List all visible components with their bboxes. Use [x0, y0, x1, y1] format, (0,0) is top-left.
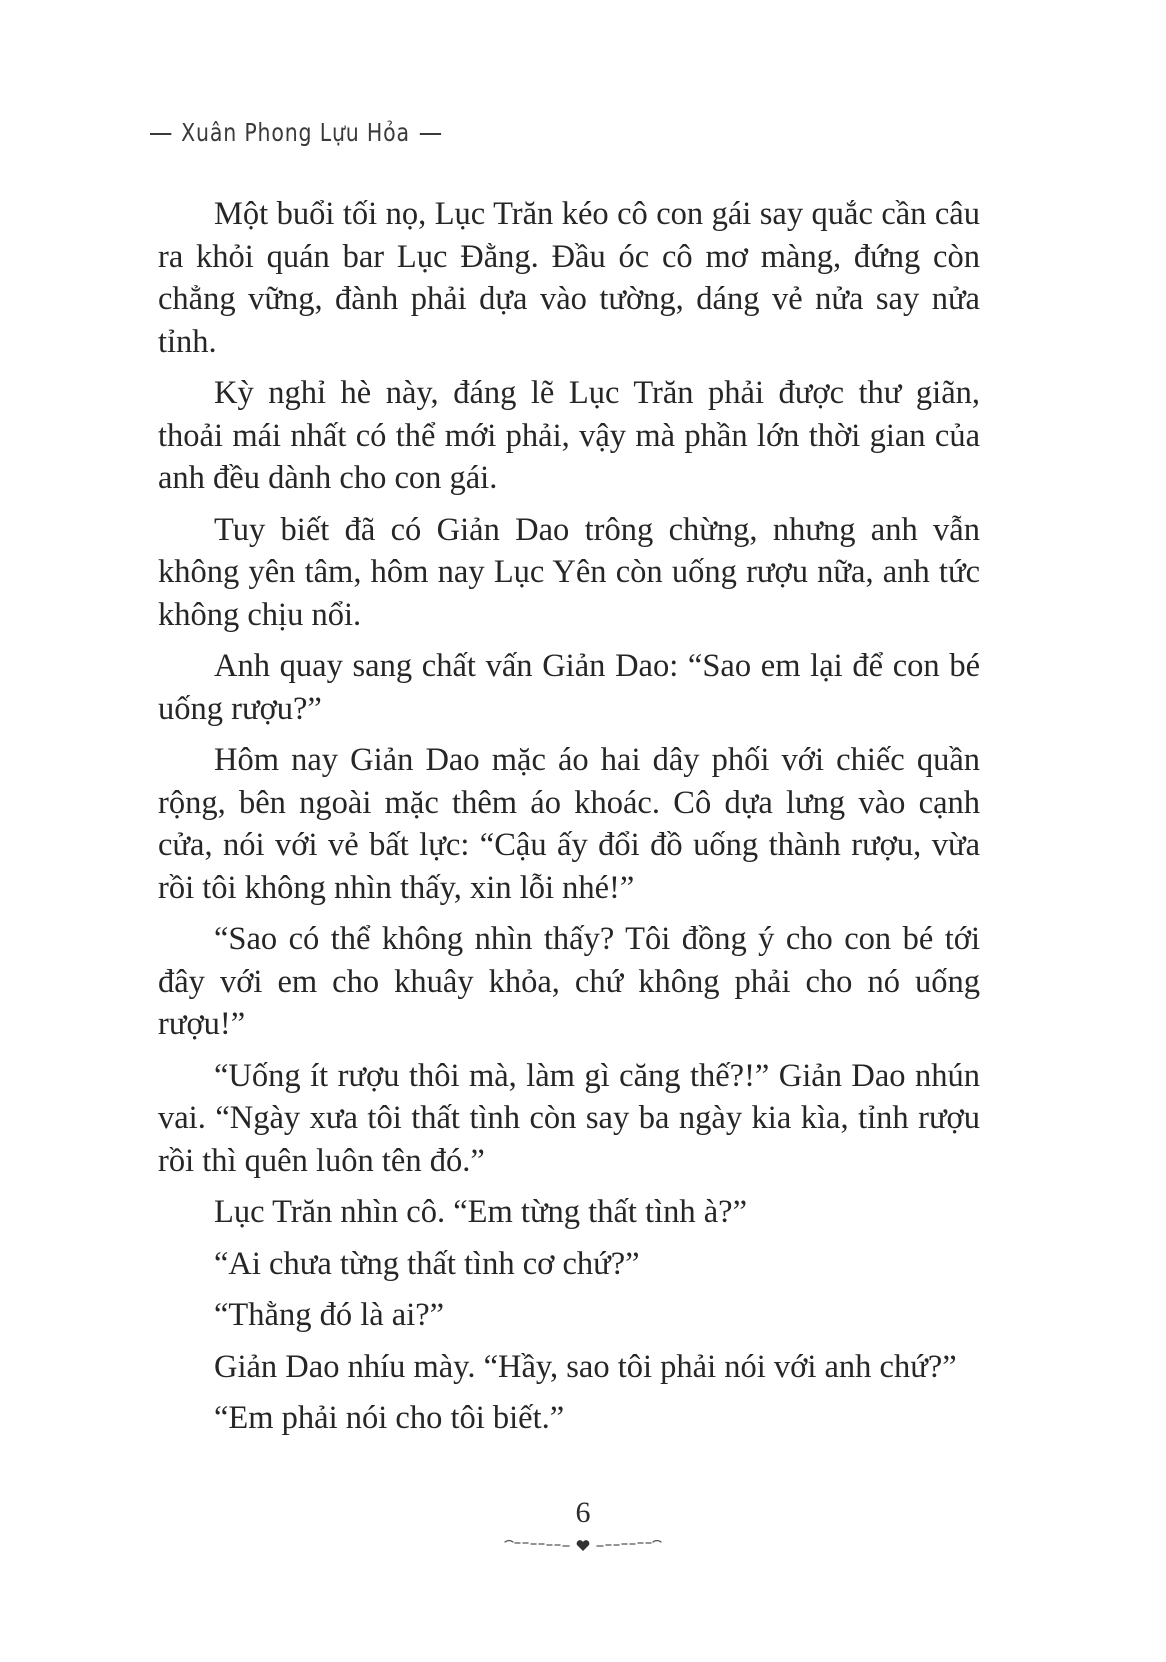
paragraph: Anh quay sang chất vấn Giản Dao: “Sao em lại để con bé uống rượu?” — [158, 648, 980, 727]
paragraph: Hôm nay Giản Dao mặc áo hai dây phối với chiếc quần rộng, bên ngoài mặc thêm áo khoác. Cô dựa lưng vào cạnh cửa, nói với vẻ bất lực: “Cậu ấy đổi đồ uống thành rượu, vừa rồi tôi không nhìn thấy, xin lỗi nhé!” — [158, 742, 980, 906]
paragraph: Kỳ nghỉ hè này, đáng lẽ Lục Trăn phải được thư giãn, thoải mái nhất có thể mới phải, vậy mà phần lớn thời gian của anh đều dành cho con gái. — [158, 375, 980, 496]
paragraph: “Sao có thể không nhìn thấy? Tôi đồng ý cho con bé tới đây với em cho khuây khỏa, chứ không phải cho nó uống rượu!” — [158, 921, 980, 1042]
paragraph: “Em phải nói cho tôi biết.” — [214, 1400, 565, 1436]
book-title: Xuân Phong Lựu Hỏa — [181, 118, 410, 147]
header-dash-left — [150, 133, 171, 135]
paragraph: Giản Dao nhíu mày. “Hầy, sao tôi phải nói với anh chứ?” — [214, 1348, 957, 1385]
paragraph: “Uống ít rượu thôi mà, làm gì căng thế?!” Giản Dao nhún vai. “Ngày xưa tôi thất tình còn say ba ngày kia kìa, tỉnh rượu rồi thì quên luôn tên đó.” — [158, 1057, 980, 1179]
header-dash-right — [420, 133, 441, 135]
paragraph: “Thằng đó là ai?” — [214, 1297, 445, 1333]
paragraph: Lục Trăn nhìn cô. “Em từng thất tình à?” — [214, 1194, 747, 1230]
paragraph: Một buổi tối nọ, Lục Trăn kéo cô con gái say quắc cần câu ra khỏi quán bar Lục Đằng. Đầu óc cô mơ màng, đứng còn chẳng vững, đành phải dựa vào tường, dáng vẻ nửa say nửa tỉnh. — [158, 196, 980, 360]
body-text — [158, 193, 980, 1449]
page-number: 6 — [575, 1496, 591, 1529]
paragraph: Tuy biết đã có Giản Dao trông chừng, nhưng anh vẫn không yên tâm, hôm nay Lục Yên còn uống rượu nữa, anh tức không chịu nổi. — [158, 511, 980, 633]
running-header — [150, 118, 451, 147]
paragraph: “Ai chưa từng thất tình cơ chứ?” — [214, 1245, 640, 1282]
heart-divider-icon — [503, 1537, 663, 1553]
